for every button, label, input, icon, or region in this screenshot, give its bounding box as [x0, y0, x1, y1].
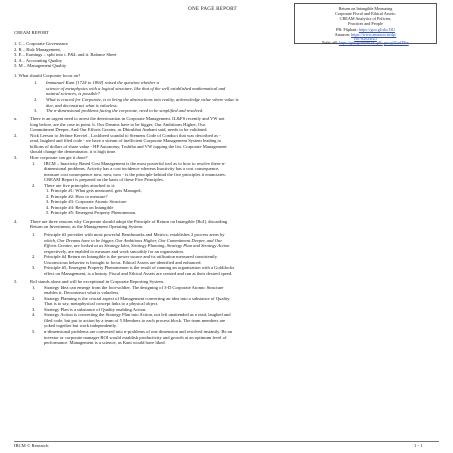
- contents-item: 1. C – Corporate Governance: [14, 41, 68, 46]
- pothi-link-cont[interactable]: goo.gl/GadT8rx: [383, 40, 409, 45]
- section-5-item: n-dimensional problems are converted into n-problems of one dimension and resolved instantly. Be an: [44, 328, 233, 334]
- section-5-text: RoI stands alone and will be exceptional in Corporate Reporting System.: [30, 279, 165, 284]
- section-5-item-number: 2.: [32, 295, 36, 301]
- page-title: ONE PAGE REPORT: [188, 6, 237, 12]
- footer-left: IBCM © Research: [14, 443, 49, 448]
- book-info-box: [294, 3, 437, 44]
- book-title-line: Corporate Fiscal and Ethical Assets:: [335, 11, 396, 16]
- link-label: Pothi: eB:: [322, 40, 338, 45]
- principle-item: 2. Principle #2: How to measure?: [46, 193, 108, 199]
- link-line-pothi[interactable]: [295, 41, 436, 46]
- section-a-text: There is an urgent need to arrest the deterioration in Corporate Management. IL&FS recently and VW not: [30, 116, 225, 122]
- question-heading: 1. What should Corporate focus on?: [14, 73, 81, 79]
- section-4-text: There are three reasons why Corporate should adopt the Principle of Return on Intangible [RoI], discarding: [30, 218, 228, 224]
- section-a-text: should change the denominator, it is high time.: [30, 149, 117, 155]
- section-a-text: Nick Leeson to Jérôme Kerviel , Lockheed scandal to Siemens Code of Conduct that was described as -: [30, 132, 221, 138]
- section-a-text: long before, are the case in point. b. Our Dreams have to be bigger, Our Ambitions Higher, Our: [30, 121, 206, 127]
- section-5-item: Strategy Planning is the crucial aspect of Management converting an idea into a substance of Quality.: [44, 295, 231, 301]
- section-4-text-number: 4.: [14, 218, 18, 224]
- footer-page-number: 1 - 1: [414, 443, 423, 448]
- section-5-item: filed code, but put to action by a team of 5 Members to each process block. The team members are: [44, 317, 226, 323]
- section-4-item: Efforts Greater, are looked at as Strategy Idea, Strategy Planning, Strategy Plan and Strategy Action: [44, 243, 230, 249]
- section-5-item-number: 1.: [32, 284, 36, 290]
- section-4-item: Principle #5, Emergent Property Phenomenon is the result of running an organisation with a Goldilocks: [44, 265, 235, 271]
- contents-item: 4. A – Accounting Quality: [14, 57, 63, 63]
- report-heading: CREAM REPORT: [14, 30, 49, 35]
- section-4-item: Principle #3 provides with most powerful Benchmarks and Metrics; establishes 2 process areas by: [44, 232, 225, 238]
- pothi-link[interactable]: https://goo.gl/AWPt2JC pB:: [338, 40, 383, 45]
- book-title-line: CREAM Analytics of Policies,: [339, 16, 392, 21]
- section-4-item: Unconscious behavior is brought to focus. Ethical Assets are identified and enhanced.: [44, 259, 202, 265]
- amazon-link-cont[interactable]: B07826ZRZJ: [354, 36, 377, 41]
- section-4-item: effect on Management, is a beauty. Fiscal and Ethical Assets are created and run at their desired speed.: [44, 270, 233, 276]
- section-4-item-number: 3.: [32, 265, 36, 271]
- section-a-text: billions of dollars of share value - HP Autonomy, Toshiba and VW topping the list. Corporate Management: [30, 143, 227, 149]
- section-a-text-number: a.: [14, 116, 18, 122]
- section-5-item: enables it. Deconstruct what is valueless.: [44, 290, 120, 296]
- ibcm-text-number: 1.: [32, 160, 36, 166]
- question-text: The n-dimensional problems facing the corporate, need to be simplified and resolved.: [46, 108, 204, 114]
- section-4-item: which, Our Dreams have to be bigger, Our Ambitions Higher, Our Commitment Deeper, and Our: [44, 237, 223, 243]
- section-5-item: That is to say, metaphysical concept links to a physical object.: [44, 301, 159, 307]
- question-text-number: 2.: [34, 96, 38, 102]
- question-text-number: 1.: [34, 80, 38, 86]
- ibcm-text: CREAM Report is prepared on the basis of these Five Principles.: [44, 177, 164, 183]
- section-5-item: Strategy Plan is a substance of Quality enabling Action.: [44, 306, 147, 312]
- principle-item: 5. Principle #5: Emergent Property Phenomenon.: [46, 210, 137, 216]
- section-5-item: investor or corporate manager ROI would establish productivity and growth at an optimum level of: [44, 334, 227, 340]
- section-5-item-number: 5.: [32, 328, 36, 334]
- section-4-item-number: 1.: [32, 232, 36, 238]
- book-title-line: Return on Intangible Measuring: [338, 6, 393, 11]
- section-4-item: Principle #4 Return on Intangible is the power source and its utilisation measured consistently.: [44, 254, 218, 260]
- ibcm-text: measure cost consequence now, now, now - is the principle behind the five principles it enunciates:: [44, 171, 226, 177]
- section-5-item-number: 4.: [32, 312, 36, 318]
- section-4-text: Return on Investment, as the Management Operating System.: [30, 224, 144, 230]
- contents-item: 3. E – Earnings – split into i. P&L and ii. Balance Sheet: [14, 52, 117, 58]
- section-a-text-number: 2.: [14, 132, 18, 138]
- ibcm-text: There are five principles attached to it:: [44, 182, 116, 188]
- section-a-text: How corporate can get it done?: [30, 154, 88, 160]
- amazon-link[interactable]: https://www.amazon.in/dp/: [351, 31, 397, 37]
- contents-item: 2. R – Risk Management,: [14, 46, 61, 52]
- principle-item: 1. Principle #1: What gets measured, gets Managed,: [46, 188, 142, 194]
- section-5-text-number: 5.: [14, 279, 18, 284]
- question-text-number: 3.: [34, 108, 38, 114]
- contents-item: 5. M – Management Quality: [14, 63, 67, 69]
- footer-divider: [14, 441, 439, 442]
- section-4-item: respectively, are enabled to measure and work smoothly for an organisation.: [44, 248, 184, 254]
- section-a-text: read, laughed and filed code - we have a stream of inefficient Corporate Management System leading to: [30, 138, 222, 144]
- section-5-item: Strategy Idea can emerge from the foot-soldier. The designing of 3-D Corporate Atomic Structure: [44, 284, 224, 290]
- question-text: natural sciences, is possible?: [46, 91, 100, 97]
- link-label: Amazon:: [334, 31, 350, 37]
- link-label: PB: Flipkart:: [336, 27, 358, 32]
- ibcm-text: dimensional problems. Activity has a cost incidence whereas Inactivity has a cost consequence,: [44, 166, 220, 172]
- ibcm-text-number: 2.: [32, 182, 36, 188]
- section-5-item: performance. Management is a science, as Kant would have liked.: [44, 340, 166, 346]
- principle-item: 4. Principle #4: Return on Intangible: [46, 204, 114, 210]
- section-5-item: Strategy Action is converting the Strategy Plan into Action, not left unattended as a read, laughed and: [44, 312, 231, 318]
- ibcm-text: IBCM – Inactivity Based Cost Management is the most powerful tool as to how to resolve these n-: [44, 160, 226, 166]
- question-text: science of metaphysics with a logical structure, like that of the well established mathematical and: [46, 85, 226, 91]
- flipkart-link[interactable]: https://goo.gl/xkcJ3U: [358, 27, 395, 32]
- question-text: due, and deconstruct what is valueless.: [46, 102, 118, 108]
- section-5-item-number: 3.: [32, 306, 36, 312]
- section-4-item-number: 2.: [32, 254, 36, 260]
- question-text: Immanuel Kant [1724 to 1804] raised the question whether a: [46, 80, 159, 86]
- section-a-text: Commitment Deeper, And Our Efforts Greater, as Dhirubhai Ambani said, needs to be validated.: [30, 127, 208, 133]
- section-a-text-number: 3.: [14, 154, 18, 160]
- principle-item: 3. Principle #3: Corporate Atomic Structure: [46, 199, 127, 205]
- question-text: What is crucial for Corporate, is to bring the abstractions into reality, acknowledge value where value is: [46, 96, 239, 102]
- book-title-line: Practices and People: [348, 21, 383, 26]
- section-5-item: yoked together but work independently.: [44, 323, 118, 329]
